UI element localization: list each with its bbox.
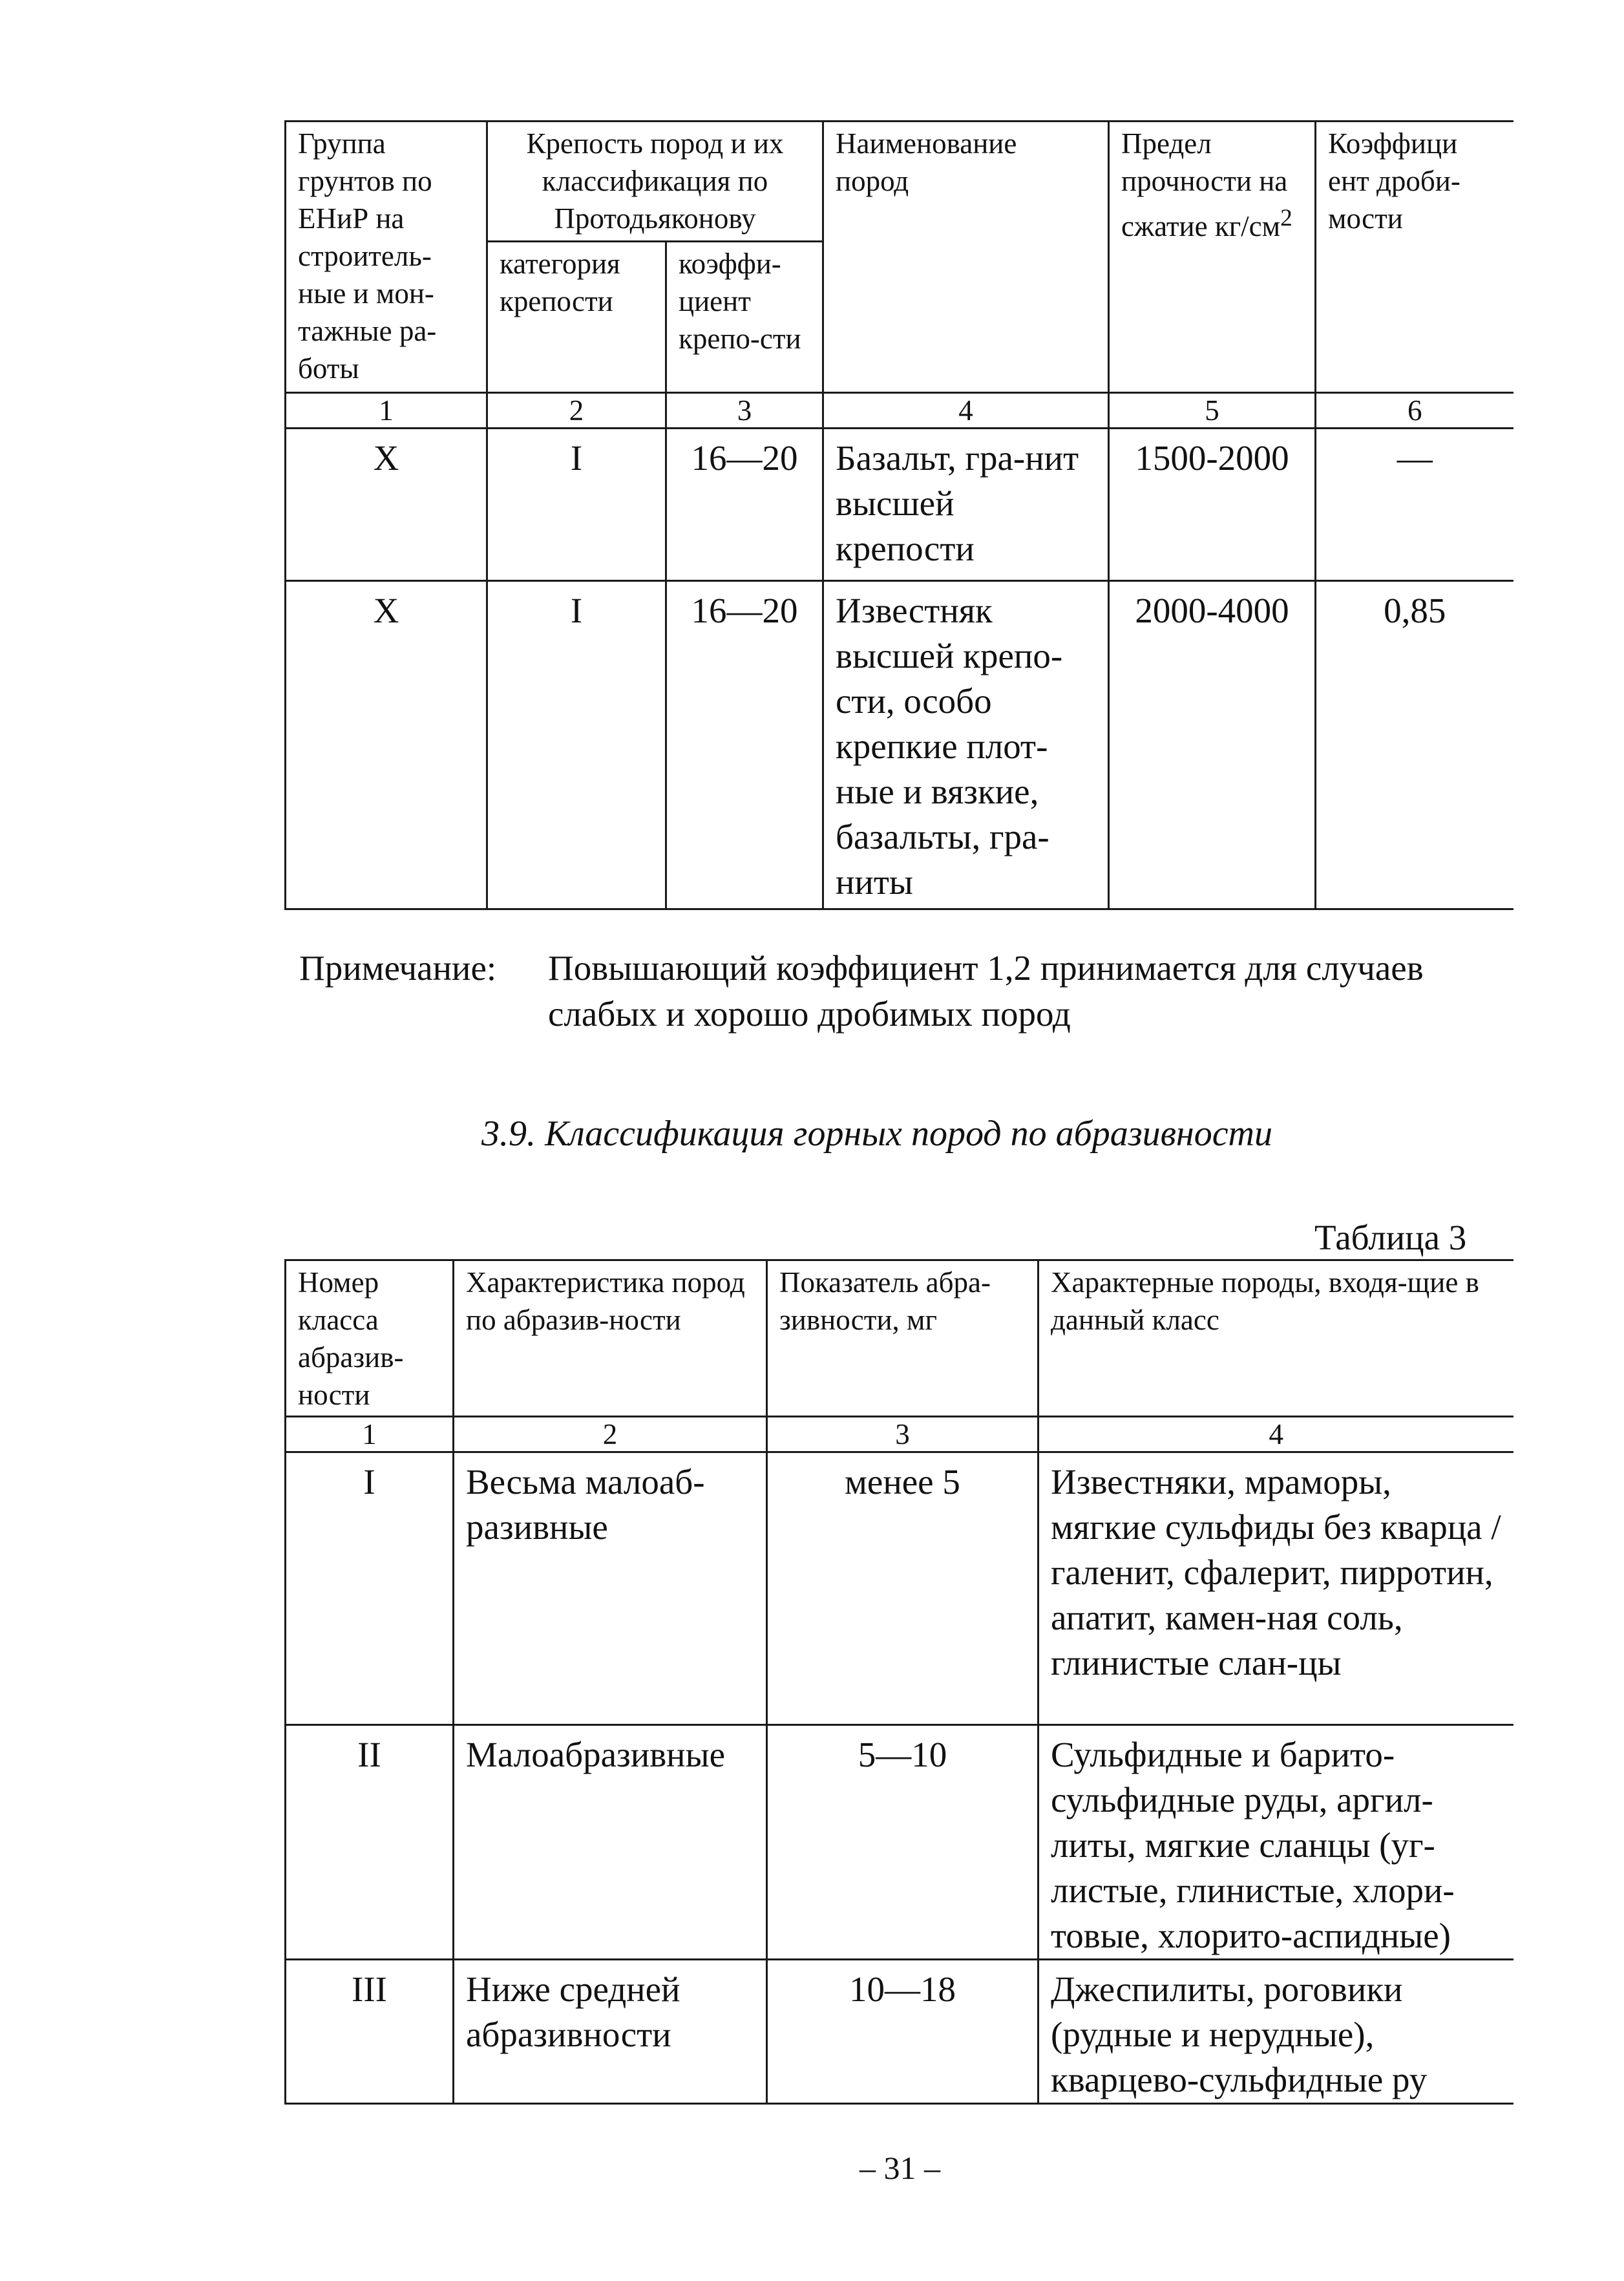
header-soil-group: Группа грунтов по ЕНиР на строитель-ные и мон-тажные ра-боты [286, 122, 487, 393]
page-number: – 31 – [859, 2150, 940, 2186]
header-strength-category: категория крепости [487, 242, 666, 393]
rock-strength-table [284, 120, 1513, 910]
header-strength-classification: Крепость пород и их классификация по Протодьяконову [487, 122, 823, 242]
cell-characteristic: Малоабразивные [454, 1725, 767, 1960]
table-row [286, 429, 1513, 581]
cell-compressive-limit: 1500-2000 [1109, 429, 1316, 581]
cell-coefficient: 16—20 [666, 429, 823, 581]
column-number: 4 [823, 393, 1109, 429]
header-abrasiveness-index: Показатель абра-зивности, мг [767, 1260, 1039, 1417]
cell-soil-group: X [286, 429, 487, 581]
note-text: Повышающий коэффициент 1,2 принимается для случаев слабых и хорошо дробимых пород [548, 948, 1424, 1034]
cell-abrasiveness-index: 10—18 [767, 1960, 1039, 2104]
cell-coefficient: 16—20 [666, 581, 823, 909]
table-row [286, 1452, 1513, 1725]
cell-class-number: I [286, 1452, 454, 1725]
cell-abrasiveness-index: менее 5 [767, 1452, 1039, 1725]
column-number: 6 [1316, 393, 1513, 429]
cell-rock-name: Известняк высшей крепо-сти, особо крепкие плот-ные и вязкие, базальты, гра-ниты [823, 581, 1109, 909]
table-row [286, 581, 1513, 909]
column-number: 2 [454, 1417, 767, 1452]
column-number: 3 [767, 1417, 1039, 1452]
header-typical-rocks: Характерные породы, входя-щие в данный класс [1039, 1260, 1513, 1417]
cell-abrasiveness-index: 5—10 [767, 1725, 1039, 1960]
header-crushability-coefficient: Коэффици ент дроби-мости [1316, 122, 1513, 393]
column-number: 3 [666, 393, 823, 429]
cell-rock-name: Базальт, гра-нит высшей крепости [823, 429, 1109, 581]
cell-category: I [487, 429, 666, 581]
cell-characteristic: Весьма малоаб-разивные [454, 1452, 767, 1725]
cell-typical-rocks: Сульфидные и барито-сульфидные руды, аргил-литы, мягкие сланцы (уг-листые, глинистые, хлори-товые, хлорито-аспидные) [1039, 1725, 1513, 1960]
cell-characteristic: Ниже средней абразивности [454, 1960, 767, 2104]
table-row [286, 1725, 1513, 1960]
cell-class-number: II [286, 1725, 454, 1960]
table-caption: Таблица 3 [1314, 1218, 1467, 1257]
column-number: 2 [487, 393, 666, 429]
cell-crushability: 0,85 [1316, 581, 1513, 909]
header-class-number: Номер класса абразив-ности [286, 1260, 454, 1417]
section-title: 3.9. Классификация горных пород по абразивности [481, 1114, 1272, 1154]
cell-typical-rocks: Известняки, мраморы, мягкие сульфиды без кварца /галенит, сфалерит, пирротин, апатит, камен-ная соль, глинистые слан-цы [1039, 1452, 1513, 1725]
cell-soil-group: X [286, 581, 487, 909]
table-row [286, 1960, 1513, 2104]
header-rock-name: Наименование пород [823, 122, 1109, 393]
header-strength-coefficient: коэффи-циент крепо-сти [666, 242, 823, 393]
note-label: Примечание: [299, 948, 497, 988]
cell-category: I [487, 581, 666, 909]
abrasiveness-table [284, 1259, 1513, 2105]
cell-class-number: III [286, 1960, 454, 2104]
column-number: 1 [286, 1417, 454, 1452]
cell-typical-rocks: Джеспилиты, роговики (рудные и нерудные), кварцево-сульфидные ру [1039, 1960, 1513, 2104]
header-characteristic: Характеристика пород по абразив-ности [454, 1260, 767, 1417]
column-number: 1 [286, 393, 487, 429]
cell-crushability: — [1316, 429, 1513, 581]
column-number: 5 [1109, 393, 1316, 429]
cell-compressive-limit: 2000-4000 [1109, 581, 1316, 909]
column-number: 4 [1039, 1417, 1513, 1452]
header-compressive-limit: Предел прочности на сжатие $кг/см^2$ [1109, 122, 1316, 393]
